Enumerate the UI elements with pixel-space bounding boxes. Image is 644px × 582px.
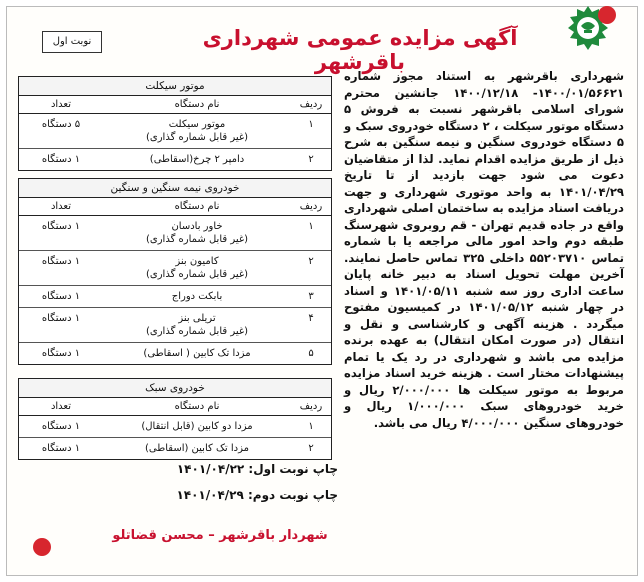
row-name: خاور بادسان (غیر قابل شماره گذاری) bbox=[103, 216, 291, 251]
col-header-count: تعداد bbox=[19, 198, 103, 216]
row-idx: ۵ bbox=[308, 348, 314, 359]
table-section-heavy-vehicles bbox=[18, 178, 332, 365]
ad-body-paragraph: شهرداری باقرشهر به استناد مجوز شماره ۱۴۰۰/۰۱/۵۶۶۲۱- ۱۴۰۰/۱۲/۱۸ جانشین محترم شورای اسلامی باقرشهر نسبت به فروش ۵ دستگاه موتور سیکلت ، ۲ دستگاه خودروی سبک و ۵ دستگاه خودروی سنگین و نیمه سنگین به شرح ذیل از طریق مزایده اقدام نماید. لذا از متقاضیان دعوت می شود جهت بازدید از تا تاریخ ۱۴۰۱/۰۴/۲۹ به واحد موتوری شهرداری و جهت دریافت اسناد مزایده به ساختمان اصلی شهرداری واقع در جاده قدیم تهران - قم روبروی شهرسنگ طبقه دوم واحد امور مالی مراجعه یا با شماره تماس ۵۵۲۰۳۷۱۰ داخلی ۳۲۵ تماس حاصل نمایند. آخرین مهلت تحویل اسناد به دبیر خانه پایان ساعت اداری روز سه شنبه ۱۴۰۱/۰۵/۱۱ و اسناد در چهار شنبه ۱۴۰۱/۰۵/۱۲ در کمیسیون مفتوح میگردد . هزینه آگهی و کارشناسی و نقل و انتقال (در صورت امکان انتقال) به عهده برنده مزایده می باشد و شهرداری در رد یک یا تمام پیشنهادات مختار است . هزینه خرید اسناد مزایده مربوط به موتور سیکلت ها ۲/۰۰۰/۰۰۰ ریال و خرید خودروهای سبک ۱/۰۰۰/۰۰۰ ریال و خودروهای سنگین ۴/۰۰۰/۰۰۰ ریال می باشد. bbox=[344, 69, 624, 430]
col-header-idx: ردیف bbox=[291, 398, 331, 416]
table-row bbox=[19, 216, 331, 251]
table-row bbox=[19, 286, 331, 308]
mayor-signature: شهردار باقرشهر – محسن قضاتلو bbox=[112, 528, 328, 543]
table-row bbox=[19, 149, 331, 171]
row-name: مزدا دو کابین (قابل انتقال) bbox=[103, 416, 291, 438]
col-header-name: نام دستگاه bbox=[103, 398, 291, 416]
row-idx: ۲ bbox=[308, 154, 314, 165]
col-header-count: تعداد bbox=[19, 96, 103, 114]
row-idx: ۳ bbox=[291, 286, 331, 308]
table-section-motorcycle bbox=[18, 76, 332, 171]
row-name: مزدا تک کابین ( اسقاطی) bbox=[143, 348, 251, 359]
section-title: موتور سیکلت bbox=[19, 77, 331, 96]
table-row bbox=[19, 416, 331, 438]
section-title: خودروی سبک bbox=[19, 379, 331, 398]
print-date-first: چاپ نوبت اول: ۱۴۰۱/۰۴/۲۲ bbox=[176, 462, 338, 476]
col-header-idx: ردیف bbox=[291, 96, 331, 114]
row-idx: ۱ bbox=[291, 114, 331, 149]
table-section-light-vehicles bbox=[18, 378, 332, 460]
row-count: ۱ دستگاه bbox=[19, 416, 103, 438]
ad-body bbox=[344, 68, 624, 431]
edition-badge: نوبت اول bbox=[42, 31, 102, 53]
row-count: ۱ دستگاه bbox=[19, 216, 103, 251]
row-count: ۱ دستگاه bbox=[19, 251, 103, 286]
section-title: خودروی نیمه سنگین و سنگین bbox=[19, 179, 331, 198]
row-idx: ۱ bbox=[291, 216, 331, 251]
row-name: بابکت دوراج bbox=[103, 286, 291, 308]
row-count: ۵ دستگاه bbox=[19, 114, 103, 149]
print-date-second: چاپ نوبت دوم: ۱۴۰۱/۰۴/۲۹ bbox=[176, 488, 338, 502]
row-count: ۱ دستگاه bbox=[41, 348, 81, 359]
col-header-name: نام دستگاه bbox=[103, 198, 291, 216]
row-name: کامیون بنز (غیر قابل شماره گذاری) bbox=[103, 251, 291, 286]
row-idx: ۲ bbox=[308, 443, 314, 454]
col-header-idx: ردیف bbox=[291, 198, 331, 216]
col-header-count: تعداد bbox=[19, 398, 103, 416]
row-name: مزدا تک کابین (اسقاطی) bbox=[145, 443, 249, 454]
row-name: تریلی بنز (غیر قابل شماره گذاری) bbox=[103, 308, 291, 343]
row-name: موتور سیکلت (غیر قابل شماره گذاری) bbox=[103, 114, 291, 149]
table-row bbox=[19, 251, 331, 286]
row-count: ۱ دستگاه bbox=[19, 308, 103, 343]
row-idx: ۴ bbox=[291, 308, 331, 343]
col-header-name: نام دستگاه bbox=[103, 96, 291, 114]
row-idx: ۲ bbox=[291, 251, 331, 286]
table-row bbox=[19, 308, 331, 343]
red-dot-decoration bbox=[33, 538, 51, 556]
table-row bbox=[19, 114, 331, 149]
row-count: ۱ دستگاه bbox=[41, 443, 81, 454]
table-row bbox=[19, 343, 331, 365]
row-count: ۱ دستگاه bbox=[19, 286, 103, 308]
row-count: ۱ دستگاه bbox=[41, 154, 81, 165]
row-name: دامپر ۲ چرخ(اسقاطی) bbox=[149, 154, 245, 165]
red-dot-decoration bbox=[598, 6, 616, 24]
ad-title: آگهی مزایده عمومی شهرداری باقرشهر bbox=[202, 26, 518, 74]
table-row bbox=[19, 438, 331, 460]
row-idx: ۱ bbox=[291, 416, 331, 438]
